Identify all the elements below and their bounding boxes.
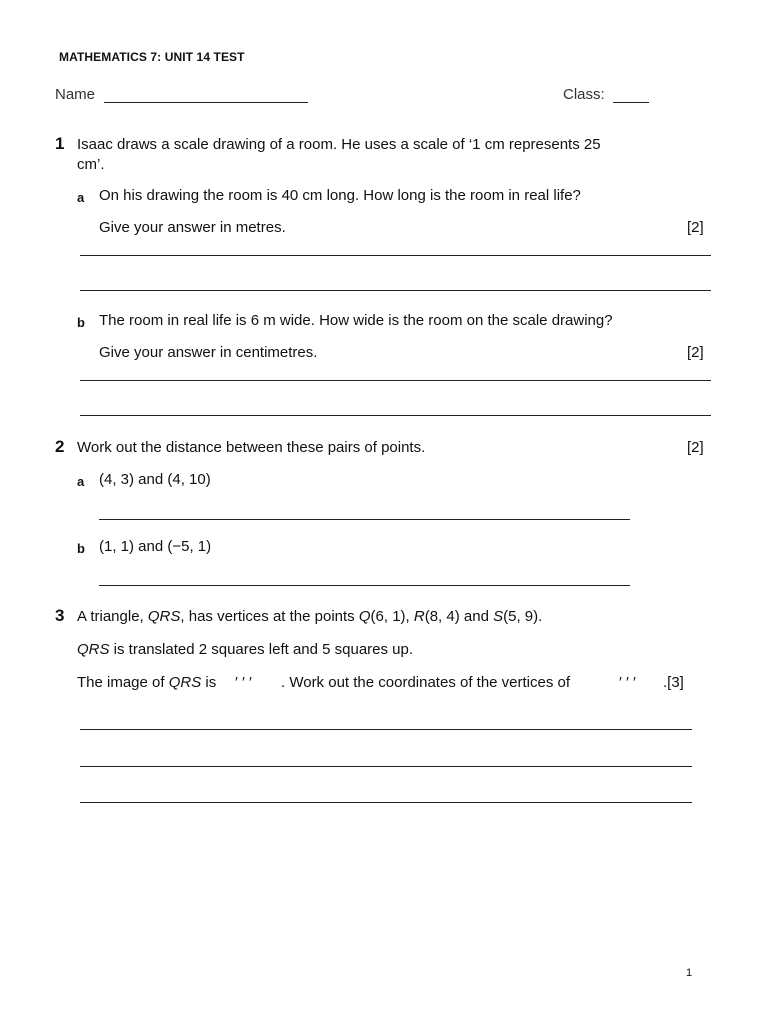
question-3-text-line-3-end: .[3] xyxy=(663,674,684,691)
image-prime-marks: ′ ′ ′ xyxy=(235,674,252,691)
question-1b-instruction: Give your answer in centimetres. xyxy=(99,344,318,361)
question-1-text-line-1: Isaac draws a scale drawing of a room. He uses a scale of ‘1 cm represents 25 xyxy=(77,136,601,153)
question-2b-text: (1, 1) and (−5, 1) xyxy=(99,538,212,555)
question-2b-label: b xyxy=(77,541,85,556)
question-3-text-line-1: A triangle, QRS, has vertices at the points Q(6, 1), R(8, 4) and S(5, 9). xyxy=(77,608,543,625)
answer-line[interactable] xyxy=(80,255,711,256)
question-2a-label: a xyxy=(77,474,85,489)
name-label: Name xyxy=(55,86,96,103)
question-1a-text: On his drawing the room is 40 cm long. How long is the room in real life? xyxy=(99,187,581,204)
question-2-text: Work out the distance between these pairs of points. xyxy=(77,439,426,456)
question-3-number: 3 xyxy=(55,606,65,625)
answer-line[interactable] xyxy=(80,380,711,381)
class-answer-line[interactable] xyxy=(613,102,649,103)
answer-line[interactable] xyxy=(80,766,692,767)
answer-line[interactable] xyxy=(99,519,630,520)
answer-line[interactable] xyxy=(80,415,711,416)
test-title: MATHEMATICS 7: UNIT 14 TEST xyxy=(59,50,245,64)
answer-line[interactable] xyxy=(80,290,711,291)
question-2a-text: (4, 3) and (4, 10) xyxy=(99,471,211,488)
question-1-number: 1 xyxy=(55,134,65,153)
page-number: 1 xyxy=(686,967,693,979)
answer-line[interactable] xyxy=(80,729,692,730)
class-label: Class: xyxy=(563,86,605,103)
question-3-text-line-3-continued: . Work out the coordinates of the vertices of xyxy=(281,674,571,691)
question-3-marks: [3] xyxy=(667,674,684,691)
question-2-marks: [2] xyxy=(687,439,704,456)
question-1-text-line-2: cm’. xyxy=(77,156,105,173)
question-1b-label: b xyxy=(77,315,85,330)
answer-line[interactable] xyxy=(99,585,630,586)
question-1a-instruction: Give your answer in metres. xyxy=(99,219,286,236)
question-2-number: 2 xyxy=(55,437,65,456)
question-1a-marks: [2] xyxy=(687,219,704,236)
question-3-text-line-3: The image of QRS is xyxy=(77,674,217,691)
question-1b-text: The room in real life is 6 m wide. How wide is the room on the scale drawing? xyxy=(99,312,613,329)
question-3-text-line-2: QRS is translated 2 squares left and 5 squares up. xyxy=(77,641,414,658)
name-answer-line[interactable] xyxy=(104,102,308,103)
answer-line[interactable] xyxy=(80,802,692,803)
question-1b-marks: [2] xyxy=(687,344,704,361)
question-1a-label: a xyxy=(77,190,85,205)
image-prime-marks: ′ ′ ′ xyxy=(619,674,636,691)
